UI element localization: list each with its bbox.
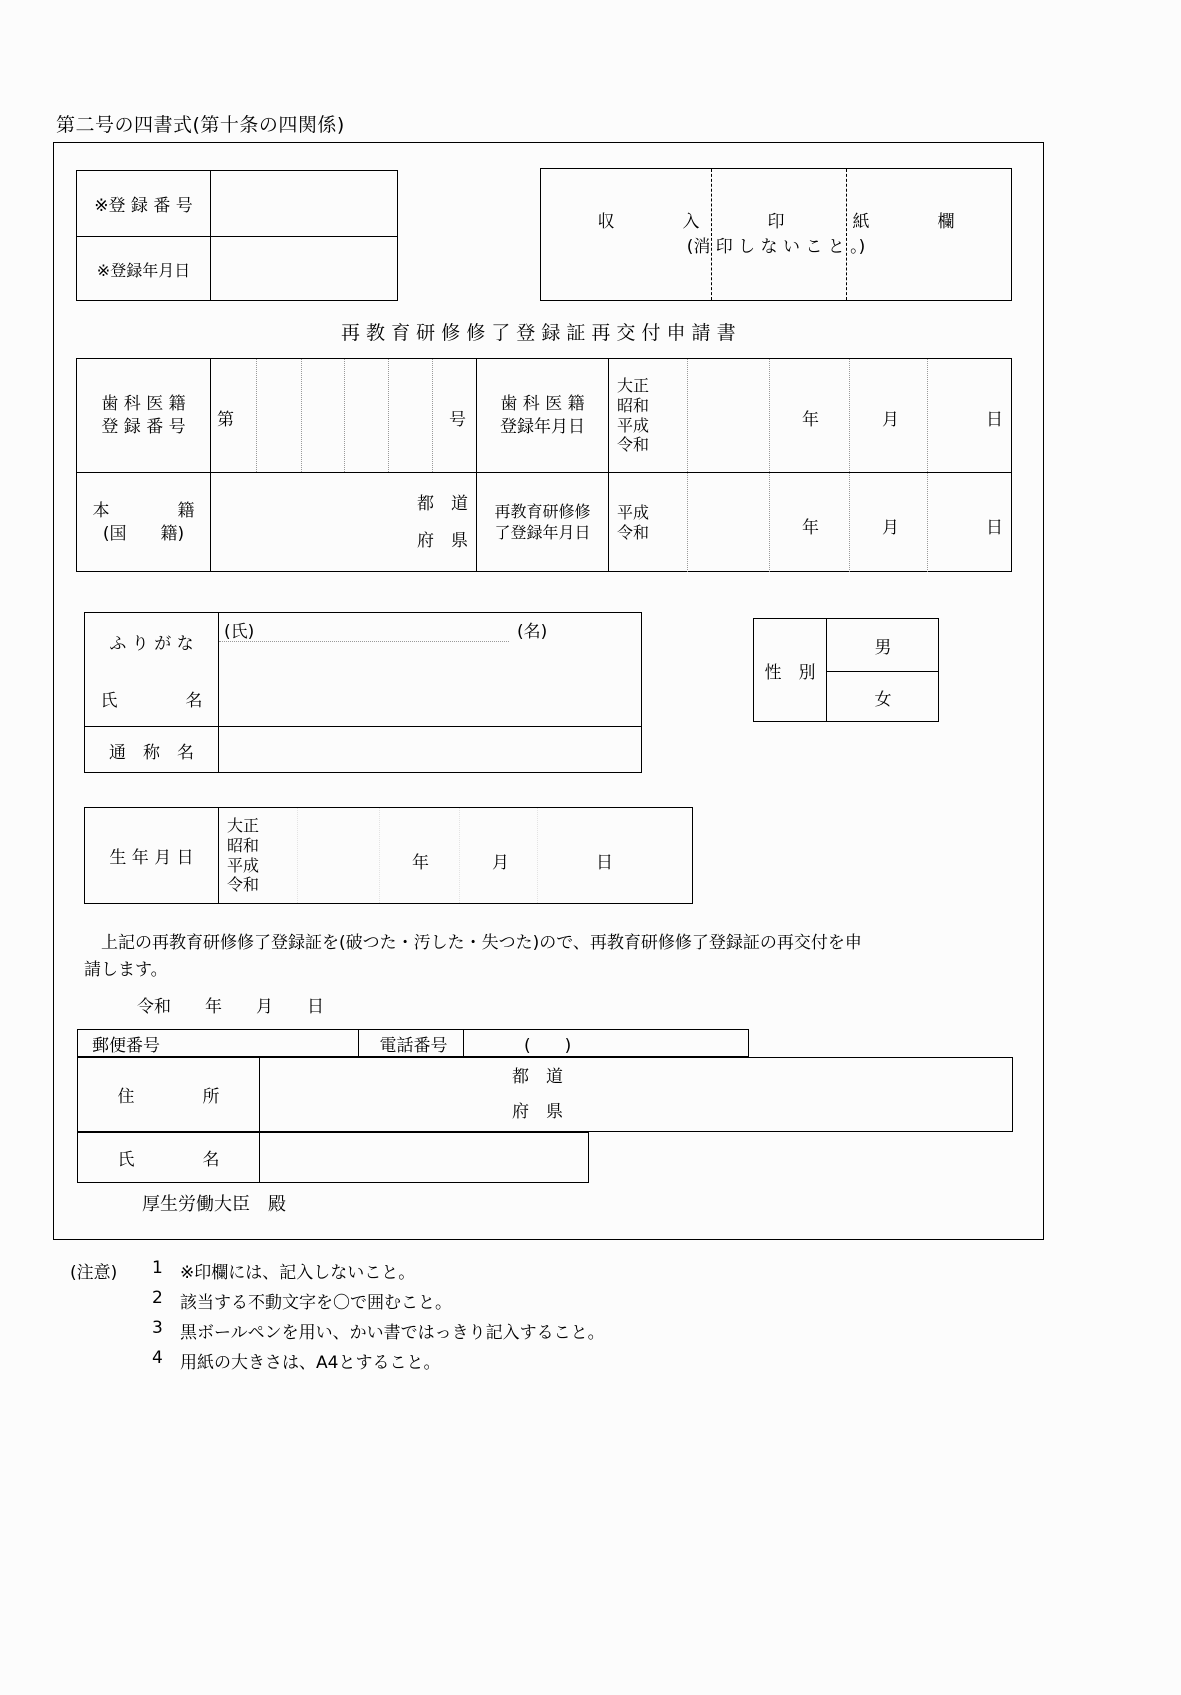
applicant-block [77,1029,1013,1215]
address-prefecture-marker: 都 道 府 県 [512,1067,563,1122]
domicile-label: 本 籍 (国 籍) [92,501,195,544]
phone-label: 電話番号 [379,1035,448,1056]
gender-option-female[interactable]: 女 [874,689,892,710]
birth-date-label: 生 年 月 日 [109,848,194,868]
revenue-stamp-box[interactable] [540,168,1012,301]
note-text: 用紙の大きさは、A4とすること。 [180,1353,441,1373]
registration-box [76,170,398,301]
gender-option-male[interactable]: 男 [874,637,892,658]
applicant-name-input[interactable] [260,1133,589,1182]
dental-register-number-label: 歯 科 医 籍 登 録 番 号 [101,394,186,437]
dental-register-date-label: 歯 科 医 籍 登録年月日 [500,394,585,437]
retraining-date-input[interactable] [609,473,1012,572]
note-text: 黒ボールペンを用い、かい書ではっきり記入すること。 [180,1323,605,1343]
stamp-box-title: 収 入 印 紙 欄 [597,212,955,233]
note-item [152,1348,605,1373]
phone-input[interactable]: ( ) [524,1035,572,1056]
postal-phone-row [77,1029,749,1057]
form-code-label: 第二号の四書式(第十条の四関係) [56,114,345,136]
birth-month-label: 月 [492,853,509,873]
address-label: 住 所 [117,1087,220,1107]
domicile-prefecture-marker: 都 道 府 県 [417,494,468,551]
dental-date-month-label: 月 [882,410,899,430]
note-item [152,1288,605,1313]
alias-input[interactable] [219,727,642,773]
birth-year-label: 年 [412,853,429,873]
note-text: 該当する不動文字を〇で囲むこと。 [180,1293,452,1313]
postal-code-label: 郵便番号 [92,1035,160,1056]
notes-section [70,1258,970,1373]
note-text: ※印欄には、記入しないこと。 [180,1263,416,1283]
dental-number-suffix: 号 [449,410,466,430]
name-input-area[interactable] [219,613,642,726]
declaration-date-line[interactable]: 令和 年 月 日 [137,997,324,1017]
gender-label: 性 別 [764,663,816,683]
postal-code-input[interactable] [218,1030,358,1056]
notes-list [152,1258,605,1373]
retraining-date-label: 再教育研修修 了登録年月日 [494,501,591,542]
document-title: 再 教 育 研 修 修 了 登 録 証 再 交 付 申 請 書 [341,322,736,344]
givenname-marker: (名) [517,622,548,642]
name-block [84,612,642,773]
stamp-box-note: (消 印 し な い こ と 。) [686,236,866,257]
applicant-name-row [77,1132,589,1183]
retraining-date-year-label: 年 [802,518,819,538]
birth-date-eras: 大正 昭和 平成 令和 [227,816,260,895]
furigana-separator [219,641,509,642]
registration-date-label: ※登録年月日 [96,260,191,280]
applicant-name-label: 氏 名 [117,1150,220,1170]
birth-day-label: 日 [596,853,613,873]
main-info-table [76,358,1012,572]
furigana-label: ふ り が な [109,633,194,654]
dental-number-prefix: 第 [217,410,234,430]
surname-marker: (氏) [224,622,255,642]
retraining-date-eras: 平成 令和 [617,502,650,542]
declaration-line-2: 請します。 [84,960,168,980]
domicile-input[interactable] [211,473,476,572]
dental-date-day-label: 日 [986,410,1003,430]
birth-date-block [84,807,693,904]
registration-date-input[interactable] [211,237,398,301]
dental-register-number-input[interactable] [211,359,476,472]
stamp-box-caption [541,169,1011,300]
alias-label: 通 称 名 [109,742,194,763]
note-number: 3 [152,1318,163,1338]
notes-header: (注意) [70,1263,118,1283]
dental-register-date-eras: 大正 昭和 平成 令和 [617,376,650,455]
note-number: 4 [152,1348,163,1368]
retraining-date-month-label: 月 [882,518,899,538]
note-item [152,1258,605,1283]
address-input[interactable] [260,1058,1012,1131]
gender-block [753,618,939,722]
address-row [77,1057,1013,1132]
addressee-label: 厚生労働大臣 殿 [142,1194,286,1215]
dental-date-year-label: 年 [802,410,819,430]
note-number: 1 [152,1258,163,1278]
registration-number-label: ※登 録 番 号 [94,196,193,216]
name-label: 氏 名 [100,690,203,711]
note-item [152,1318,605,1343]
declaration-line-1: 上記の再教育研修修了登録証を(破つた・汚した・失つた)ので、再教育研修修了登録証の再交付を申 [101,933,862,953]
birth-date-input[interactable] [219,808,693,903]
note-number: 2 [152,1288,163,1308]
dental-register-date-input[interactable] [609,359,1012,472]
registration-number-input[interactable] [211,171,398,236]
retraining-date-day-label: 日 [986,518,1003,538]
